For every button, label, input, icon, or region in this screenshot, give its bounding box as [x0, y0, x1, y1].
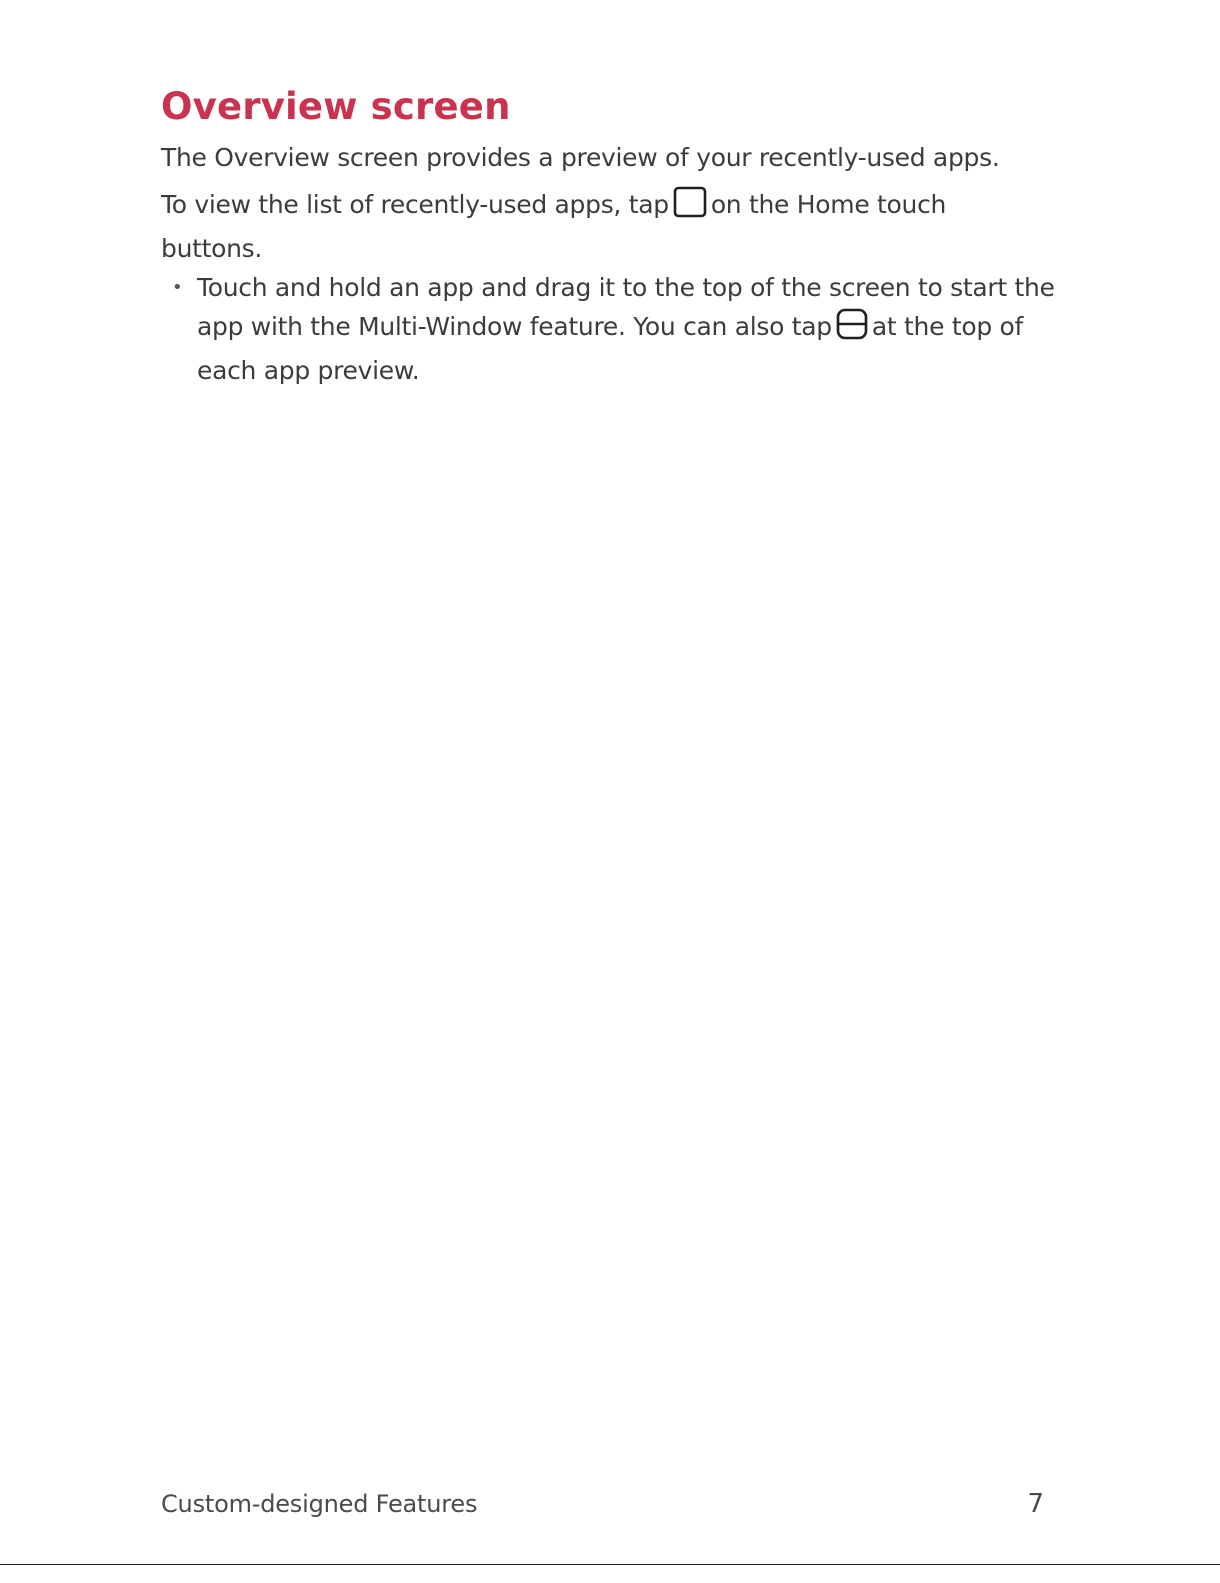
bullet-list [161, 268, 1061, 390]
recent-apps-icon [673, 186, 707, 229]
bottom-divider [0, 1564, 1220, 1565]
list-item [161, 268, 1061, 390]
instruction-text-end: on the Home touch buttons. [161, 190, 947, 263]
intro-paragraph: The Overview screen provides a preview of your recently-used apps. [161, 143, 1000, 172]
bullet-text-start: Touch and hold an app and drag it to the top of the screen to start the app with the Multi-Window feature. You can also tap [197, 273, 1055, 341]
multi-window-icon [836, 308, 868, 351]
section-title: Overview screen [161, 85, 511, 128]
instruction-text-start: To view the list of recently-used apps, tap [161, 190, 669, 219]
footer-chapter-title: Custom-designed Features [161, 1490, 478, 1518]
instruction-paragraph [161, 185, 991, 268]
bullet-text-end: at the top of each app preview. [197, 312, 1024, 385]
page-number: 7 [1027, 1489, 1044, 1519]
bullet-dot-icon: • [172, 277, 183, 298]
